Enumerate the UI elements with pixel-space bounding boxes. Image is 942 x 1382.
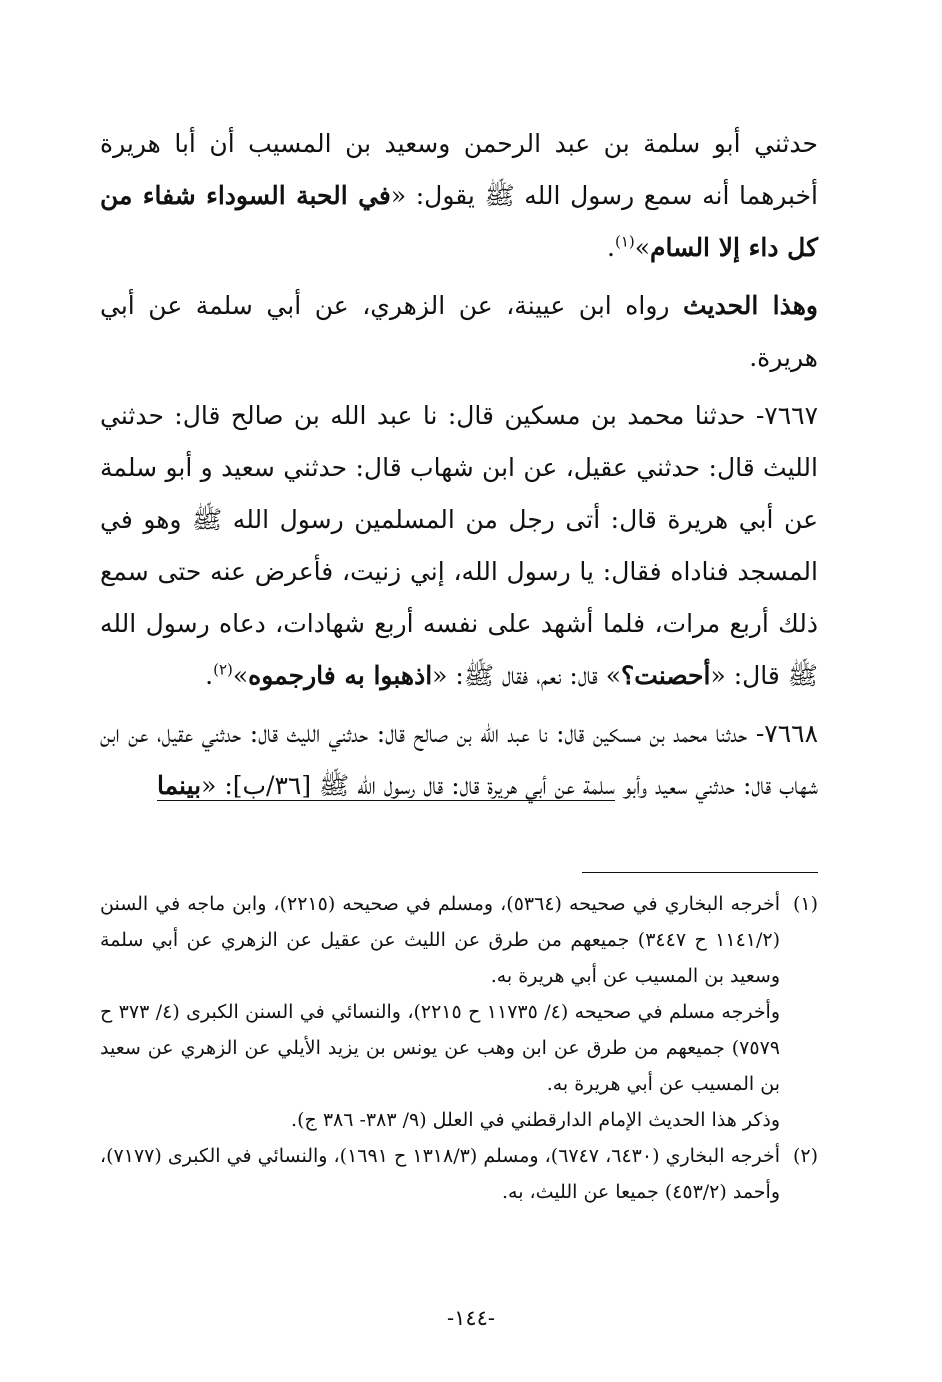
hadith-text: أحصنت؟ bbox=[621, 661, 711, 690]
footnote-number: (١) bbox=[792, 893, 818, 915]
footnote-2 bbox=[100, 1138, 818, 1210]
underlined-text: سلمة عن أبي هريرة قال: قال رسول الله ﷺ [٣٦/ب]: «بينما bbox=[156, 771, 615, 800]
heading-phrase: وهذا الحديث bbox=[683, 291, 818, 320]
hadith-text: في الحبة السوداء شفاء من كل داء إلا السام bbox=[100, 181, 818, 262]
footnotes bbox=[100, 886, 818, 1210]
paragraph-hadith-7667: ٧٦٦٧- حدثنا محمد بن مسكين قال: نا عبد الله بن صالح قال: حدثني الليث قال: حدثني عقيل، عن ابن شهاب قال: حدثني سعيد و أبو سلمة عن أبي هريرة قال: أتى رجل من المسلمين رسول الله ﷺ وهو في المسجد فناداه فقال: يا رسول الله، إني زنيت، فأعرض عنه حتى سمع ذلك أربع مرات، فلما أشهد على نفسه أربع شهادات، دعاه رسول الله ﷺ قال: «أحصنت؟» قال: نعم، فقال ﷺ: «اذهبوا به فارجموه»$^{(٢)}$. bbox=[100, 401, 818, 690]
footnote-body: أخرجه البخاري في صحيحه (٥٣٦٤)، ومسلم في صحيحه (٢٢١٥)، وابن ماجه في السنن (١١٤١/٢ ح ٣٤٤٧) جميعهم من طرق عن الليث عن عقيل عن الزهري عن أبي سلمة وسعيد بن المسيب عن أبي هريرة به. وأخرجه مسلم في صحيحه (٤/ ١١٧٣٥ ح ٢٢١٥)، والنسائي في السنن الكبرى (٤/ ٣٧٣ ح ٧٥٧٩) جميعهم من طرق عن ابن وهب عن يونس بن يزيد الأيلي عن الزهري عن سعيد بن المسيب عن أبي هريرة به. وذكر هذا الحديث الإمام الدارقطني في العلل (٩/ ٣٨٣- ٣٨٦ ج). bbox=[100, 893, 781, 1131]
footnote-1 bbox=[100, 886, 818, 1138]
footnote-separator bbox=[582, 872, 818, 873]
paragraph-hadith-black-seed: حدثني أبو سلمة بن عبد الرحمن وسعيد بن المسيب أن أبا هريرة أخبرهما أنه سمع رسول الله ﷺ يقول: «في الحبة السوداء شفاء من كل داء إلا السام»$^{(١)}$. bbox=[100, 129, 818, 262]
hadith-text: بينما bbox=[156, 771, 202, 800]
footnote-body: أخرجه البخاري (٦٤٣٠، ٦٧٤٧)، ومسلم (١٣١٨/٣ ح ١٦٩١)، والنسائي في الكبرى (٧١٧٧)، وأحمد (٤٥٣/٢) جميعا عن الليث، به. bbox=[100, 1145, 781, 1203]
main-text bbox=[100, 118, 818, 812]
paragraph-note: وهذا الحديث رواه ابن عيينة، عن الزهري، عن أبي سلمة عن أبي هريرة. bbox=[100, 291, 818, 372]
page-number: -١٤٤- bbox=[446, 1306, 496, 1330]
paragraph-hadith-7668: ٧٦٦٨- حدثنا محمد بن مسكين قال: نا عبد الله بن صالح قال: حدثني الليث قال: حدثني عقيل، عن ابن شهاب قال: حدثني سعيد وأبو سلمة عن أبي هريرة قال: قال رسول الله ﷺ [٣٦/ب]: «بينما bbox=[100, 719, 818, 800]
footnote-ref-2[interactable]: (٢) bbox=[213, 660, 233, 679]
footnote-ref-1[interactable]: (١) bbox=[614, 232, 635, 251]
footnote-number: (٢) bbox=[792, 1145, 818, 1167]
hadith-text: اذهبوا به فارجموه bbox=[248, 661, 433, 690]
